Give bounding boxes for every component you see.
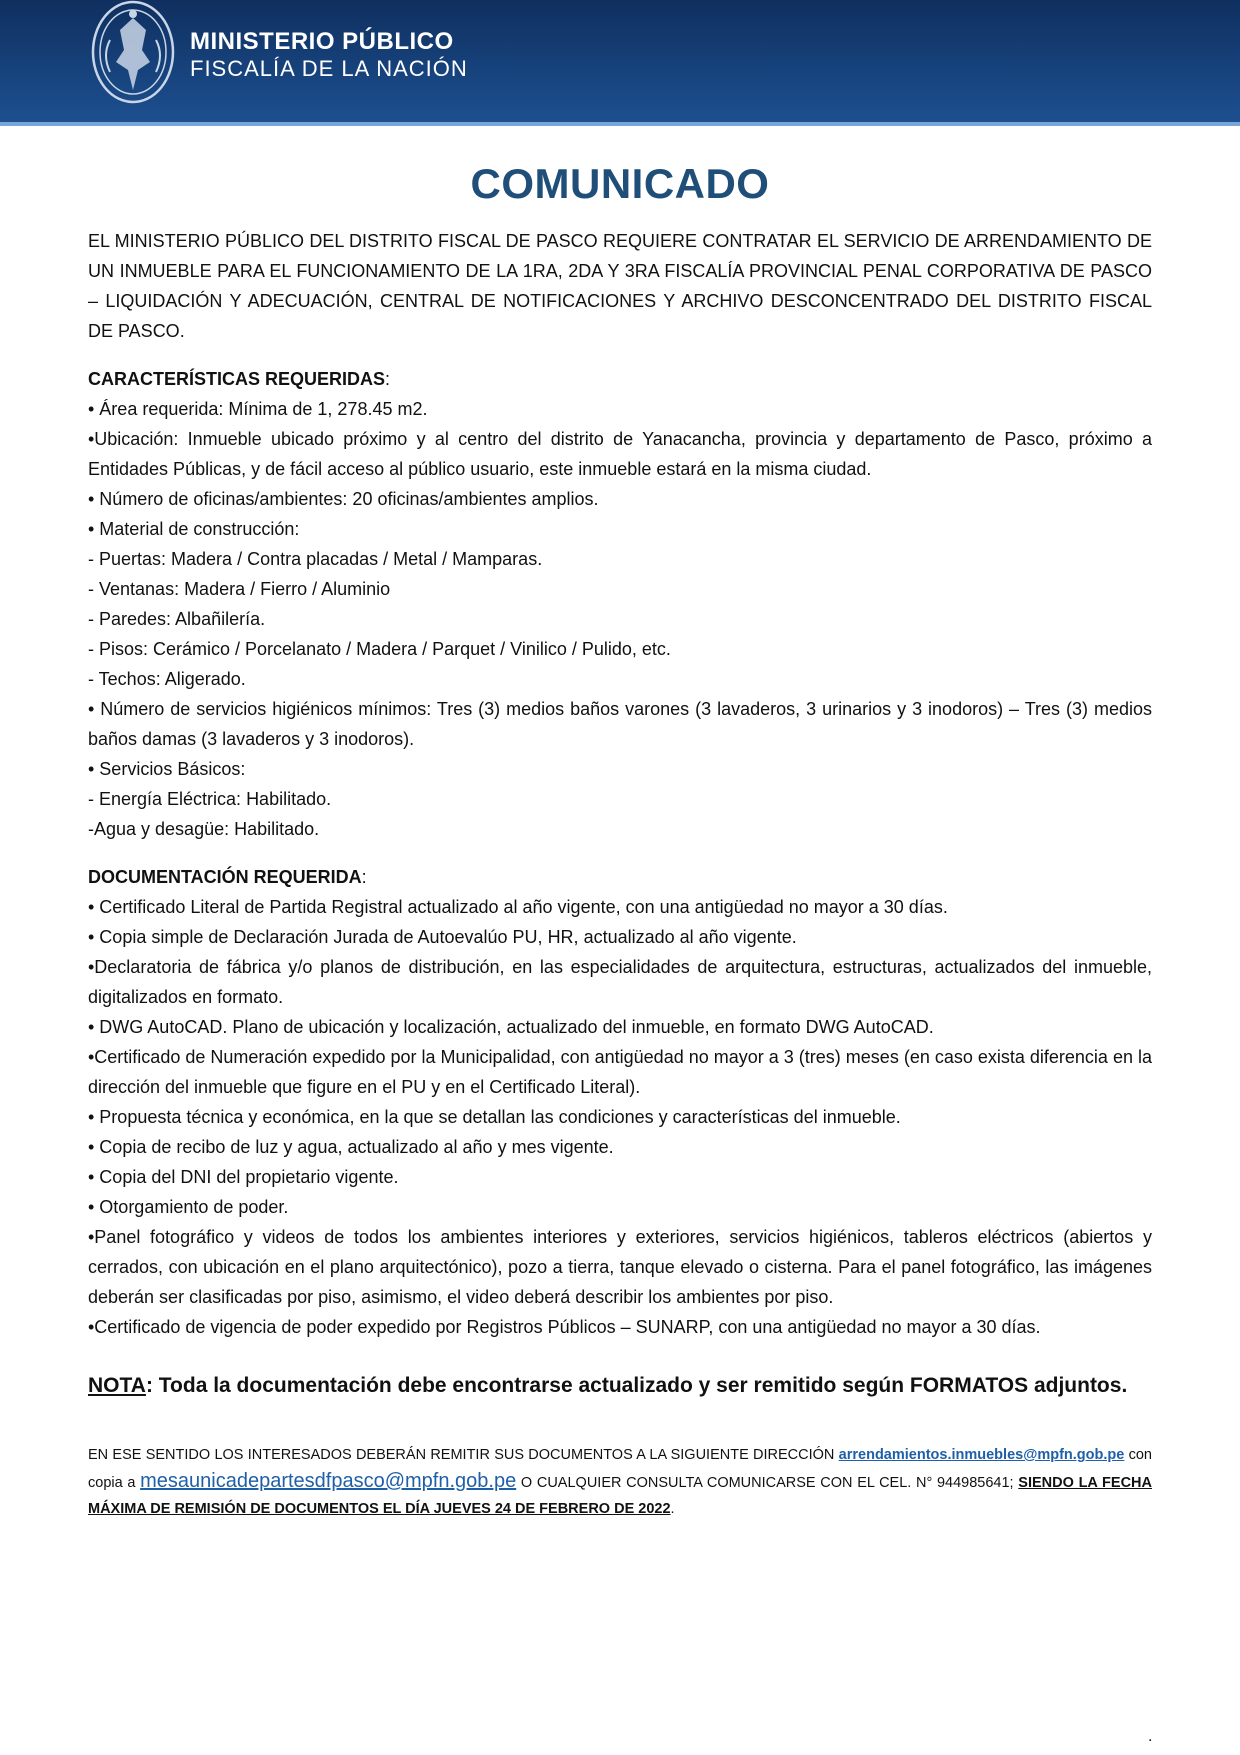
list-item: • Número de oficinas/ambientes: 20 oficinas/ambientes amplios. [88, 489, 599, 509]
list-item: • Área requerida: Mínima de 1, 278.45 m2. [88, 399, 428, 419]
heading-colon: : [361, 867, 367, 887]
list-item: - Puertas: Madera / Contra placadas / Metal / Mamparas. [88, 549, 543, 569]
list-item: - Techos: Aligerado. [88, 669, 246, 689]
contact-text-3: O CUALQUIER CONSULTA COMUNICARSE CON EL CEL. N° 944985641; [516, 1475, 1019, 1491]
note-text: : Toda la documentación debe encontrarse actualizado y ser remitido según FORMATOS adjuntos. [145, 1374, 1128, 1397]
document-title: COMUNICADO [470, 160, 770, 207]
list-item: - Ventanas: Madera / Fierro / Aluminio [88, 579, 391, 599]
list-item: • Copia simple de Declaración Jurada de Autoevalúo PU, HR, actualizado al año vigente. [88, 927, 797, 947]
documentacion-heading [88, 862, 1152, 892]
list-item: • Certificado Literal de Partida Registral actualizado al año vigente, con una antigüedad no mayor a 30 días. [88, 897, 948, 917]
copy-email-link[interactable]: mesaunicadepartesdfpasco@mpfn.gob.pe [140, 1470, 517, 1492]
list-item: • Otorgamiento de poder. [88, 1197, 289, 1217]
heading-colon: : [385, 369, 391, 389]
list-item: - Paredes: Albañilería. [88, 609, 266, 629]
document-body [88, 150, 1152, 1522]
list-item: • Material de construcción: [88, 519, 300, 539]
contact-text-2: con copia a [88, 1447, 1152, 1491]
list-item: - Pisos: Cerámico / Porcelanato / Madera / Parquet / Vinilico / Pulido, etc. [88, 639, 671, 659]
note-paragraph [88, 1370, 1152, 1402]
list-item: - Energía Eléctrica: Habilitado. [88, 789, 332, 809]
list-item: • DWG AutoCAD. Plano de ubicación y localización, actualizado del inmueble, en formato DWG AutoCAD. [88, 1017, 934, 1037]
caracteristicas-heading-text: CARACTERÍSTICAS REQUERIDAS [88, 369, 386, 389]
list-item: •Declaratoria de fábrica y/o planos de distribución, en las especialidades de arquitectura, estructuras, actualizados del inmueble, digitalizados en formato. [88, 957, 1152, 1007]
contact-text-1: EN ESE SENTIDO LOS INTERESADOS DEBERÁN REMITIR SUS DOCUMENTOS A LA SIGUIENTE DIRECCIÓN [88, 1447, 839, 1463]
primary-email-link[interactable]: arrendamientos.inmuebles@mpfn.gob.pe [838, 1447, 1125, 1463]
intro-paragraph: EL MINISTERIO PÚBLICO DEL DISTRITO FISCAL DE PASCO REQUIERE CONTRATAR EL SERVICIO DE ARRENDAMIENTO DE UN INMUEBLE PARA EL FUNCIONAMIENTO DE LA 1RA, 2DA Y 3RA FISCALÍA PROVINCIAL PENAL CORPORATIVA DE PASCO – LIQUIDACIÓN Y ADECUACIÓN, CENTRAL DE NOTIFICACIONES Y ARCHIVO DESCONCENTRADO DEL DISTRITO FISCAL DE PASCO. [88, 231, 1152, 341]
page-header [0, 0, 1240, 126]
list-item: •Certificado de vigencia de poder expedido por Registros Públicos – SUNARP, con una antigüedad no mayor a 30 días. [88, 1317, 1041, 1337]
list-item: •Panel fotográfico y videos de todos los ambientes interiores y exteriores, servicios higiénicos, tableros eléctricos (abiertos y cerrados, con ubicación en el plano arquitectónico), pozo a tierra, tanque elevado o cisterna. Para el panel fotográfico, las imágenes deberán ser clasificadas por piso, asimismo, el video deberá describir los ambientes por piso. [88, 1227, 1152, 1307]
caracteristicas-heading [88, 364, 1152, 394]
organization-name [190, 28, 468, 82]
page-mark: . [1148, 1728, 1153, 1745]
list-item: • Copia del DNI del propietario vigente. [88, 1167, 399, 1187]
list-item: • Número de servicios higiénicos mínimos: Tres (3) medios baños varones (3 lavaderos, 3 urinarios y 3 inodoros) – Tres (3) medios baños damas (3 lavaderos y 3 inodoros). [88, 699, 1152, 749]
org-name-line1: MINISTERIO PÚBLICO [190, 28, 454, 55]
list-item: • Copia de recibo de luz y agua, actualizado al año y mes vigente. [88, 1137, 614, 1157]
list-item: • Propuesta técnica y económica, en la que se detallan las condiciones y características del inmueble. [88, 1107, 901, 1127]
contact-text-4: . [670, 1501, 675, 1517]
contact-paragraph [88, 1442, 1152, 1522]
documentacion-heading-text: DOCUMENTACIÓN REQUERIDA [88, 867, 362, 887]
org-name-line2: FISCALÍA DE LA NACIÓN [190, 56, 468, 81]
list-item: •Ubicación: Inmueble ubicado próximo y al centro del distrito de Yanacancha, provincia y departamento de Pasco, próximo a Entidades Públicas, y de fácil acceso al público usuario, este inmueble estará en la misma ciudad. [88, 429, 1152, 479]
list-item: •Certificado de Numeración expedido por la Municipalidad, con antigüedad no mayor a 3 (tres) meses (en caso exista diferencia en la dirección del inmueble que figure en el PU y en el Certificado Literal). [88, 1047, 1152, 1097]
caracteristicas-list [88, 394, 1152, 844]
documentacion-list [88, 892, 1152, 1342]
deadline-text: SIENDO LA FECHA MÁXIMA DE REMISIÓN DE DOCUMENTOS EL DÍA JUEVES 24 DE FEBRERO DE 2022 [88, 1475, 1152, 1517]
list-item: -Agua y desagüe: Habilitado. [88, 819, 320, 839]
note-label: NOTA [88, 1374, 146, 1397]
list-item: • Servicios Básicos: [88, 759, 246, 779]
national-seal-icon [88, 0, 178, 112]
